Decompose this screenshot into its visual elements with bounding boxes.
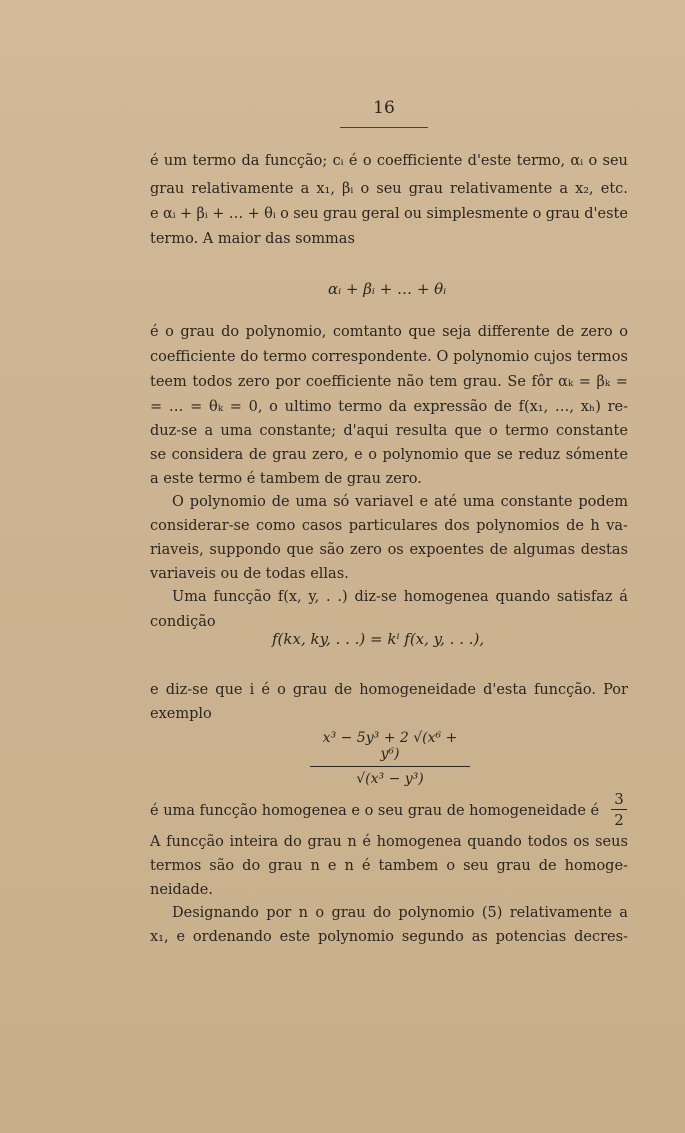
word: expressão <box>413 399 488 415</box>
word: βₖ <box>596 374 611 390</box>
word: a <box>619 905 628 921</box>
word: βᵢ <box>342 181 354 197</box>
word: + <box>180 206 193 222</box>
word: Por <box>603 682 628 698</box>
fraction-bar <box>611 809 627 810</box>
word: funcção <box>166 834 224 850</box>
word: de <box>248 447 267 463</box>
word: Uma <box>172 589 207 605</box>
word: de <box>538 858 557 874</box>
fraction-bar <box>310 766 470 767</box>
word: xₕ) <box>580 399 601 415</box>
word: relativamente <box>450 181 553 197</box>
word: = <box>578 374 591 390</box>
word: que <box>408 324 436 340</box>
word: homogenea <box>376 834 462 850</box>
word: quando <box>467 834 522 850</box>
word: coefficiente <box>305 374 392 390</box>
word: d'este <box>584 206 628 222</box>
word: Designando <box>172 905 259 921</box>
word: homoge- <box>564 858 628 874</box>
text-line: a este termo é tambem de grau zero. <box>150 471 422 487</box>
word: tem <box>429 374 458 390</box>
word: duz-se <box>150 423 198 439</box>
word: = <box>615 374 628 390</box>
word: funcção; <box>264 153 328 169</box>
word: . <box>326 589 331 605</box>
word: o <box>619 324 628 340</box>
header-rule <box>340 127 428 128</box>
word: cujos <box>533 349 572 365</box>
word: por <box>275 374 301 390</box>
word: … <box>168 399 184 415</box>
word: 0, <box>248 399 263 415</box>
fraction-numerator: x³ − 5y³ + 2 √(x⁶ + y⁶) <box>322 730 458 762</box>
word: f(x, <box>277 589 302 605</box>
text-line <box>150 152 628 172</box>
text-line: neidade. <box>150 882 213 898</box>
word: etc. <box>600 181 628 197</box>
text-line <box>150 857 628 877</box>
word: que <box>464 447 492 463</box>
word: comtanto <box>332 324 402 340</box>
word: geral <box>361 206 400 222</box>
word: simplesmente <box>426 206 529 222</box>
text-line <box>150 681 628 701</box>
word: e <box>354 447 363 463</box>
word: + <box>247 206 260 222</box>
fraction-numerator: 3 <box>614 790 624 808</box>
word: algumas <box>513 542 576 558</box>
word: e <box>176 929 186 945</box>
word: d'esta <box>483 682 527 698</box>
word: a <box>300 181 310 197</box>
word: zero <box>237 374 270 390</box>
word: A <box>150 834 161 850</box>
word: ou <box>403 206 423 222</box>
word: este <box>279 929 311 945</box>
word: uma <box>462 494 495 510</box>
word: do <box>283 834 302 850</box>
word: polynomio <box>317 929 394 945</box>
word: polynomio <box>382 447 459 463</box>
word: grau <box>307 834 342 850</box>
word: constante <box>556 423 628 439</box>
word: suppondo <box>209 542 281 558</box>
word: o <box>488 423 498 439</box>
word: á <box>619 589 628 605</box>
word: αᵢ <box>162 206 176 222</box>
text-line <box>150 180 628 200</box>
word: expoentes <box>409 542 484 558</box>
word: seus <box>595 834 628 850</box>
word: do <box>240 349 259 365</box>
word: de <box>556 324 575 340</box>
word: o <box>446 858 456 874</box>
word: é <box>362 834 371 850</box>
word: seja <box>442 324 472 340</box>
word: x₂, <box>575 181 594 197</box>
text-line <box>150 348 628 368</box>
text-line <box>150 833 628 853</box>
word: polynomio <box>398 905 475 921</box>
word: = <box>150 399 163 415</box>
word: diz-se <box>165 682 209 698</box>
word: polynomio, <box>245 324 327 340</box>
word: fôr <box>531 374 553 390</box>
word: a <box>204 423 214 439</box>
word: homogenea <box>403 589 489 605</box>
word: grau <box>408 181 443 197</box>
word: termo <box>504 423 549 439</box>
word: d'este <box>467 153 512 169</box>
word: zero <box>580 324 613 340</box>
word: … <box>228 206 244 222</box>
word: as <box>471 929 488 945</box>
word: o <box>280 206 289 222</box>
word: o <box>165 324 174 340</box>
word: particulares <box>348 518 438 534</box>
word: do <box>242 858 261 874</box>
word: y, <box>308 589 320 605</box>
homogeneity-formula: f(kx, ky, . . .) = kⁱ f(x, y, . . .), <box>272 630 485 648</box>
word: não <box>396 374 424 390</box>
word: zero <box>349 542 382 558</box>
word: resulta <box>395 423 448 439</box>
word: termo, <box>516 153 566 169</box>
text-line <box>150 446 628 466</box>
word: são <box>209 858 235 874</box>
word: αₖ <box>558 374 574 390</box>
word: polynomio <box>189 494 266 510</box>
word: como <box>256 518 296 534</box>
text-line <box>150 398 628 418</box>
word: grau <box>180 324 215 340</box>
text-line <box>172 493 628 513</box>
word: potencias <box>495 929 567 945</box>
word: va- <box>606 518 628 534</box>
word: .) <box>337 589 348 605</box>
word: que <box>286 542 314 558</box>
page-number: 16 <box>373 98 395 118</box>
word: se <box>150 447 167 463</box>
fraction-denominator: √(x³ − y³) <box>356 771 424 787</box>
word: de <box>493 399 512 415</box>
word: o <box>315 905 325 921</box>
word: zero, <box>312 447 349 463</box>
word: grau <box>322 206 358 222</box>
word: polynomios <box>476 518 560 534</box>
word: e <box>150 206 159 222</box>
word: que <box>454 423 482 439</box>
word: termo <box>338 399 383 415</box>
word: os <box>573 834 590 850</box>
text-line: termo. A maior das sommas <box>150 231 355 247</box>
word: Se <box>507 374 526 390</box>
word: n <box>310 858 320 874</box>
word: polynomio <box>453 349 530 365</box>
word: é <box>361 858 371 874</box>
word: quando <box>495 589 551 605</box>
word: + <box>212 206 225 222</box>
word: é <box>348 153 358 169</box>
word: x₁, <box>316 181 335 197</box>
word: que <box>215 682 243 698</box>
word: só <box>333 494 350 510</box>
word: da <box>388 399 407 415</box>
word: d'aqui <box>343 423 389 439</box>
text-line <box>172 904 628 924</box>
word: i <box>249 682 255 698</box>
word: seu <box>463 858 489 874</box>
word: grau <box>150 181 185 197</box>
word: casos <box>301 518 343 534</box>
word: termos <box>576 349 628 365</box>
word: o <box>277 682 286 698</box>
word: variavel <box>355 494 414 510</box>
word: é <box>261 682 270 698</box>
text-line: exemplo <box>150 706 212 722</box>
word: o <box>588 153 598 169</box>
word: os <box>387 542 404 558</box>
text-line <box>150 422 628 442</box>
word: até <box>434 494 458 510</box>
word: um <box>163 153 187 169</box>
word: decres- <box>574 929 628 945</box>
word: ordenando <box>192 929 272 945</box>
word: o <box>360 181 370 197</box>
word: é <box>150 153 159 169</box>
word: de <box>271 494 290 510</box>
word: termo <box>262 349 307 365</box>
text-line <box>150 541 628 561</box>
word: o <box>269 399 278 415</box>
word: uma <box>295 494 328 510</box>
word: é <box>150 324 159 340</box>
example-fraction <box>310 730 470 787</box>
word: θₖ <box>208 399 223 415</box>
word: considera <box>171 447 244 463</box>
text-line: variaveis ou de todas ellas. <box>150 566 349 582</box>
word: seu <box>376 181 402 197</box>
word: h <box>590 518 600 534</box>
word: f(x₁, <box>518 399 549 415</box>
word: constante; <box>259 423 337 439</box>
word: de <box>489 542 508 558</box>
word: funcção <box>213 589 272 605</box>
word: todos <box>527 834 568 850</box>
word: destas <box>580 542 628 558</box>
word: inteira <box>229 834 279 850</box>
word: cᵢ <box>332 153 344 169</box>
word: n <box>344 858 354 874</box>
word: seu <box>602 153 628 169</box>
word: reduz <box>518 447 561 463</box>
word: sómente <box>565 447 628 463</box>
word: correspondente. <box>311 349 432 365</box>
word: teem <box>150 374 187 390</box>
word: diz-se <box>354 589 397 605</box>
word: = <box>190 399 203 415</box>
word: grau <box>268 858 303 874</box>
degree-fraction <box>611 790 627 829</box>
word: do <box>373 905 392 921</box>
word: (5) <box>481 905 503 921</box>
text-line: é uma funcção homogenea e o seu grau de homogeneidade é <box>150 803 600 819</box>
word: funcção. <box>533 682 596 698</box>
fraction-denominator: 2 <box>614 811 624 829</box>
word: o <box>368 447 377 463</box>
word: O <box>436 349 449 365</box>
word: o <box>532 206 542 222</box>
word: uma <box>220 423 253 439</box>
text-line <box>150 323 628 343</box>
word: αᵢ <box>570 153 584 169</box>
word: são <box>319 542 345 558</box>
text-line <box>172 588 628 608</box>
word: termo <box>192 153 237 169</box>
sum-formula: αᵢ + βᵢ + … + θᵢ <box>328 280 447 298</box>
word: seu <box>293 206 319 222</box>
word: por <box>266 905 292 921</box>
word: n <box>298 905 308 921</box>
word: de <box>566 518 584 534</box>
word: grau. <box>463 374 502 390</box>
text-line <box>150 517 628 537</box>
word: segundo <box>401 929 464 945</box>
word: grau <box>292 682 328 698</box>
word: re- <box>607 399 628 415</box>
word: grau <box>331 905 366 921</box>
word: O <box>172 494 184 510</box>
word: x₁, <box>150 929 169 945</box>
word: n <box>347 834 357 850</box>
text-line <box>150 928 628 948</box>
word: podem <box>578 494 628 510</box>
word: coefficiente <box>150 349 236 365</box>
word: coefficiente <box>376 153 463 169</box>
word: a <box>559 181 568 197</box>
word: de <box>334 682 353 698</box>
word: satisfaz <box>556 589 613 605</box>
word: o <box>362 153 372 169</box>
word: se <box>496 447 513 463</box>
word: e <box>419 494 429 510</box>
word: e <box>327 858 337 874</box>
text-line <box>150 205 628 225</box>
word: relativamente <box>509 905 612 921</box>
word: relativamente <box>191 181 294 197</box>
word: todos <box>192 374 233 390</box>
word: riaveis, <box>150 542 204 558</box>
word: = <box>229 399 242 415</box>
word: termos <box>150 858 202 874</box>
word: ultimo <box>284 399 332 415</box>
word: homogeneidade <box>359 682 476 698</box>
word: grau <box>545 206 580 222</box>
word: …, <box>554 399 575 415</box>
word: θᵢ <box>264 206 276 222</box>
word: considerar-se <box>150 518 250 534</box>
word: e <box>150 682 159 698</box>
word: dos <box>444 518 470 534</box>
word: da <box>241 153 260 169</box>
word: grau <box>496 858 531 874</box>
word: grau <box>272 447 307 463</box>
word: tambem <box>378 858 439 874</box>
word: βᵢ <box>196 206 208 222</box>
word: constante <box>500 494 573 510</box>
text-line: condição <box>150 614 216 630</box>
word: do <box>221 324 240 340</box>
word: differente <box>477 324 550 340</box>
text-line <box>150 373 628 393</box>
